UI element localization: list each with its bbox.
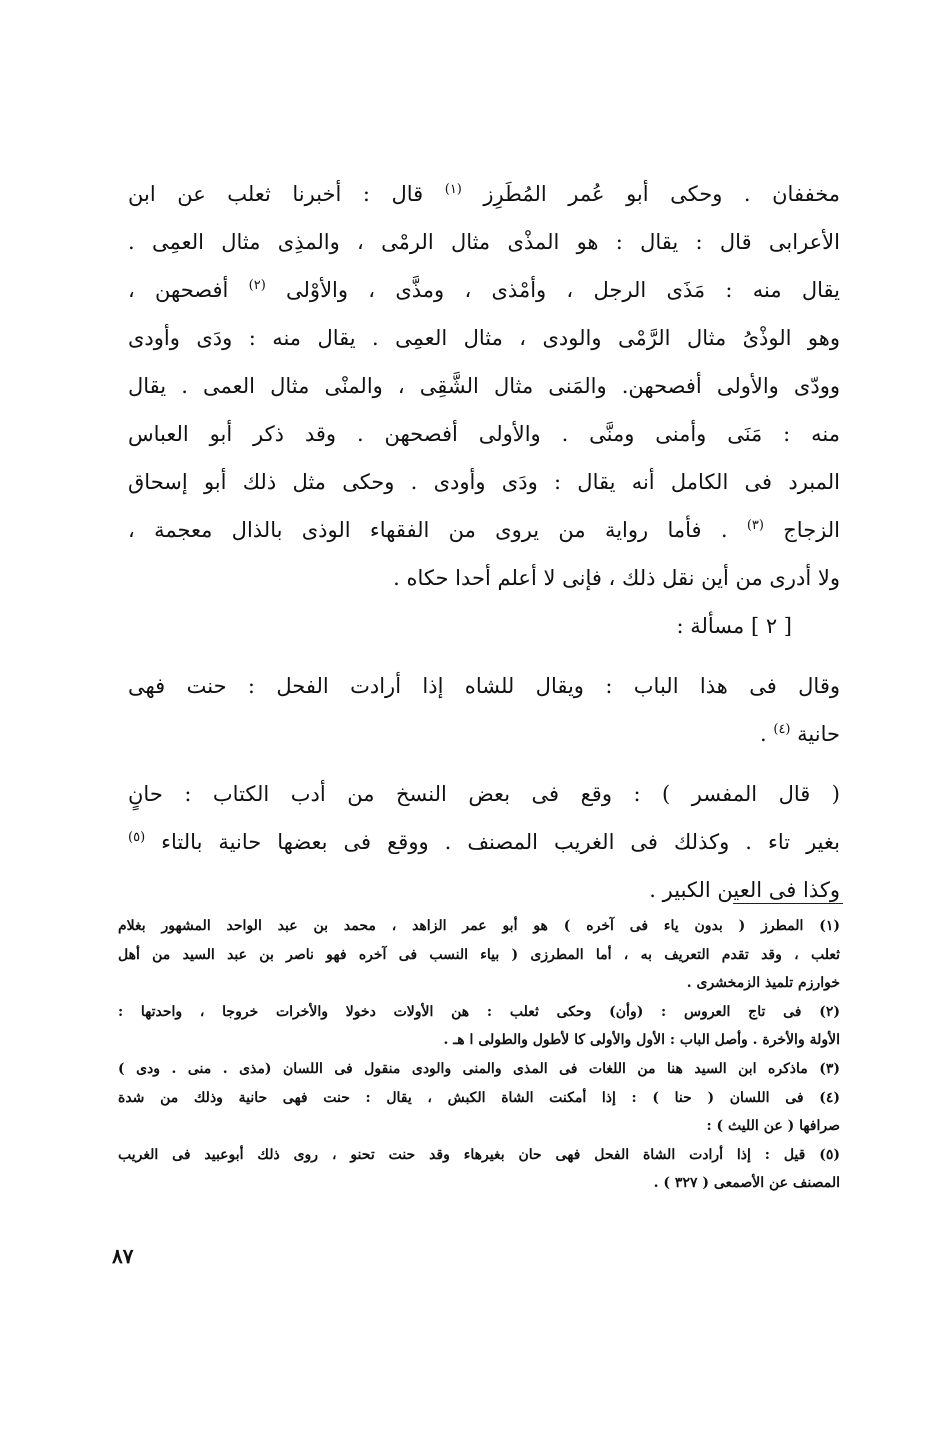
footnote-line: خوارزم تلميذ الزمخشرى . <box>686 975 840 992</box>
footnote-line: المصنف عن الأصمعى ( ٣٢٧ ) . <box>653 1175 840 1192</box>
footnote-ref-3: (٣) <box>746 518 764 533</box>
para2-line-1: وقال فى هذا الباب : ويقال للشاه إذا أرادت الفحل : حنت فهى <box>128 674 840 698</box>
footnote-ref-2: (٢) <box>248 278 266 293</box>
para2-line-2: حانية $^{(٤)}$ . <box>760 722 840 746</box>
main-line-5: وودّى والأولى أفصحهن. والمَنى مثال الشَّقِى ، والمنْى مثال العمى . يقال <box>128 374 840 398</box>
main-line-1: مخففان . وحكى أبو عُمر المُطَرِز $^{(١)}$ قال : أخبرنا ثعلب عن ابن <box>128 182 840 206</box>
para3-line-2: بغير تاء . وكذلك فى الغريب المصنف . ووقع فى بعضها حانية بالتاء $^{(٥)}$ <box>128 830 840 854</box>
footnote-line: (٣) ماذكره ابن السيد هنا من اللغات فى المذى والمنى والودى منقول فى اللسان (مذى . منى . ودى ) <box>118 1060 840 1077</box>
footnote-line: صرافها ( عن الليث ) : <box>706 1118 840 1135</box>
footnote-line: (٤) فى اللسان ( حنا ) : إذا أمكنت الشاة الكبش ، يقال : حنت فهى حانية وذلك من شدة <box>118 1089 840 1106</box>
footnote-line: (١) المطرز ( بدون ياء فى آخره ) هو أبو عمر الزاهد ، محمد بن عبد الواحد المشهور بغلام <box>118 918 840 934</box>
para3-line-1: ( قال المفسر ) : وقع فى بعض النسخ من أدب الكتاب : حانٍ <box>128 782 840 806</box>
main-line-4: وهو الوذْىُ مثال الرَّمْى والودى ، مثال العمِى . يقال منه : ودَى وأودى <box>128 326 840 350</box>
footnote-ref-5: (٥) <box>128 830 146 845</box>
main-line-3: يقال منه : مَذَى الرجل ، وأمْذى ، ومذَّى ، والأوْلى $^{(٢)}$ أفصحهن ، <box>128 278 840 302</box>
main-text <box>128 170 840 914</box>
footnote-line: ثعلب ، وقد تقدم التعريف به ، أما المطرزى ( بياء النسب فى آخره فهو ناصر بن عبد السيد من أهل <box>118 946 840 963</box>
main-line-8: الزجاج $^{(٣)}$ . فأما رواية من يروى من الفقهاء الوذى بالذال معجمة ، <box>128 518 840 542</box>
main-line-9: ولا أدرى من أين نقل ذلك ، فإنى لا أعلم أحدا حكاه . <box>393 566 840 590</box>
page-number: ٨٧ <box>112 1244 134 1268</box>
main-line-7: المبرد فى الكامل أنه يقال : ودَى وأودى . وحكى مثل ذلك أبو إسحاق <box>128 470 840 494</box>
para3-line-3: وكذا فى العين الكبير . <box>649 878 840 902</box>
main-line-6: منه : مَنَى وأمنى ومنَّى . والأولى أفصحهن . وقد ذكر أبو العباس <box>128 422 840 446</box>
footnote-line: (٢) فى تاج العروس : (وأن) وحكى ثعلب : هن الأولات دخولا والأخرات خروجا ، واحدتها : <box>118 1003 840 1020</box>
masala-heading: [ ٢ ] مسألة : <box>676 614 792 638</box>
footnote-line: الأولة والأخرة . وأصل الباب : الأول والأولى كا لأطول والطولى ا هـ . <box>443 1032 840 1049</box>
footnotes <box>118 912 840 1198</box>
footnote-line: (٥) قيل : إذا أرادت الشاة الفحل فهى حان بغيرهاء وقد حنت تحنو ، روى ذلك أبوعبيد فى الغريب <box>118 1146 840 1163</box>
main-line-2: الأعرابى قال : يقال : هو المذْى مثال الرمْى ، والمذِى مثال العمِى . <box>128 230 840 254</box>
footnote-ref-4: (٤) <box>773 722 791 737</box>
footnote-ref-1: (١) <box>444 182 462 197</box>
footnote-divider <box>733 903 843 904</box>
